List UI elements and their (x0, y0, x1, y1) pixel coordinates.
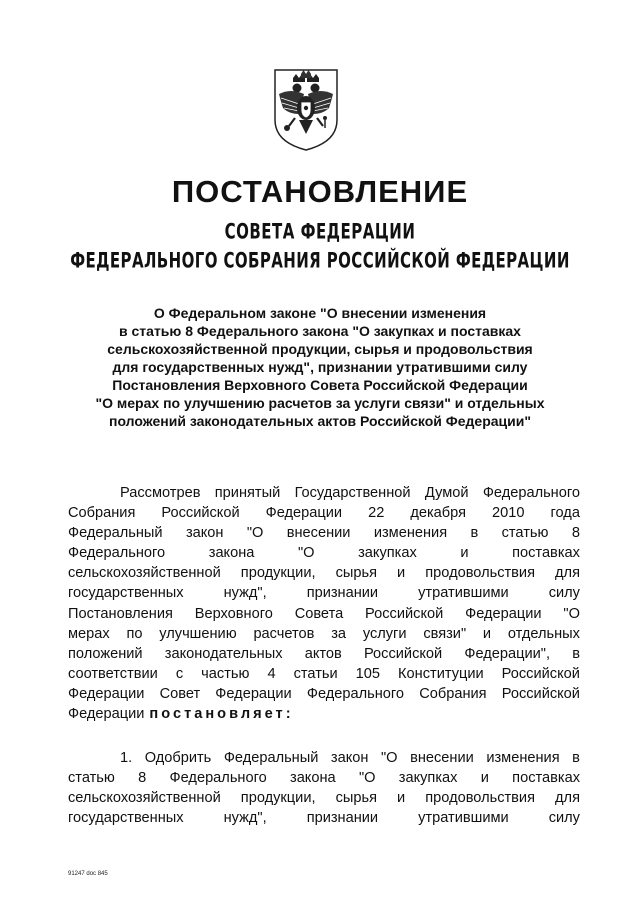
body-line (68, 684, 580, 704)
word: года (550, 505, 580, 522)
word: улучшению (159, 625, 237, 642)
word: "О (297, 545, 315, 562)
word: статью (68, 770, 115, 787)
word: законодательных (164, 645, 283, 662)
word: Федерального (482, 485, 580, 501)
body-line (68, 583, 580, 603)
body-line (68, 563, 580, 583)
word: продукции, (240, 790, 316, 807)
word: 1. (120, 750, 133, 767)
heading-line: положений законодательных актов Российской Федерации" (109, 413, 531, 429)
word: 4 (267, 665, 276, 682)
word: отдельных (507, 625, 580, 642)
word: закона (290, 770, 336, 787)
body-line (68, 788, 580, 808)
word: Федерации", (464, 645, 551, 662)
word: закон (185, 525, 224, 542)
body-line-text: Федерации (68, 706, 145, 723)
word: признании (306, 585, 379, 602)
body-line (68, 748, 580, 768)
word: государственных (68, 585, 184, 602)
word: Федерации (215, 685, 292, 702)
word: в (572, 645, 580, 662)
word: Верховного (194, 605, 273, 622)
word: изменения (373, 525, 448, 542)
word: актов (304, 645, 342, 662)
word: в (470, 525, 479, 542)
word: в (572, 750, 580, 767)
word: частью (201, 665, 250, 682)
word: сырья (335, 790, 377, 807)
body-line (68, 768, 580, 788)
word: мерах (68, 625, 110, 642)
word: статью (501, 525, 549, 542)
body-line (68, 664, 580, 684)
body-line (68, 624, 580, 644)
word: Федерального (306, 685, 405, 702)
word: Федерации (265, 505, 343, 522)
word: 105 (355, 665, 381, 682)
body-line (68, 523, 580, 543)
word: Конституции (398, 665, 484, 682)
word: принятый (214, 485, 281, 501)
word: "О (381, 750, 398, 767)
word: Собрания (419, 685, 487, 702)
word: 22 (368, 505, 385, 522)
word: закона (208, 545, 255, 562)
word: Российской (365, 605, 444, 622)
word: Российской (161, 505, 240, 522)
word: закон (330, 750, 369, 767)
body-line (68, 483, 580, 503)
word: утратившими (418, 585, 509, 602)
word: услуги (362, 625, 407, 642)
word: расчетов (253, 625, 315, 642)
word: и (460, 545, 469, 562)
body-line (68, 644, 580, 664)
word: продукции, (240, 565, 316, 582)
word: "О (563, 605, 580, 622)
word: изменения (486, 750, 560, 767)
word: закупках (398, 770, 458, 787)
paragraph-item-1 (68, 748, 580, 828)
word: закупках (358, 545, 417, 562)
word: сельскохозяйственной (68, 565, 221, 582)
word: Одобрить (144, 750, 212, 767)
heading-line: Постановления Верховного Совета Российской Федерации (112, 377, 528, 393)
word: силу (548, 585, 580, 602)
body-line (68, 543, 580, 563)
word: "О (246, 525, 264, 542)
document-subject-heading (60, 304, 580, 430)
word: 8 (138, 770, 147, 787)
word: Думой (424, 485, 469, 501)
word: положений (68, 645, 143, 662)
heading-line: О Федеральном законе "О внесении изменения (153, 305, 487, 321)
word: Российской (501, 665, 580, 682)
word: признании (306, 810, 379, 827)
word: силу (548, 810, 580, 827)
word: соответствии (68, 665, 158, 682)
issuer-line-2: ФЕДЕРАЛЬНОГО СОБРАНИЯ РОССИЙСКОЙ ФЕДЕРАЦИИ (70, 247, 570, 274)
word: сельскохозяйственной (68, 790, 221, 807)
word: Федерации (465, 605, 542, 622)
resolves-keyword: постановляет: (149, 706, 294, 723)
word: и (397, 790, 406, 807)
word: внесении (410, 750, 474, 767)
word: и (482, 625, 492, 642)
word: Совет (159, 685, 201, 702)
word: Российской (501, 685, 580, 702)
word: утратившими (418, 810, 509, 827)
heading-line: "О мерах по улучшению расчетов за услуги связи" и отдельных (95, 395, 545, 411)
word: для (555, 565, 580, 582)
word: Совета (294, 605, 344, 622)
issuer-line-1: СОВЕТА ФЕДЕРАЦИИ (224, 218, 416, 245)
heading-line: для государственных нужд", признании утратившими силу (112, 359, 528, 375)
word: декабря (410, 505, 466, 522)
word: и (397, 565, 406, 582)
document-code: 91247 doc 845 (68, 871, 108, 877)
word: "О (358, 770, 376, 787)
word: Российской (363, 645, 443, 662)
word: поставках (512, 770, 580, 787)
word: 2010 (492, 505, 525, 522)
paragraph-gap (68, 724, 580, 748)
word: 8 (571, 525, 580, 542)
word: Федеральный (223, 750, 319, 767)
word: продовольствия (425, 565, 535, 582)
body-line (68, 808, 580, 828)
heading-line: в статью 8 Федерального закона "О закупках и поставках (119, 323, 521, 339)
word: государственных (68, 810, 184, 827)
word: за (331, 625, 347, 642)
word: для (555, 790, 580, 807)
word: сырья (335, 565, 377, 582)
word: Государственной (294, 485, 411, 501)
word: и (480, 770, 489, 787)
word: нужд", (223, 585, 267, 602)
body-line-resolution (68, 704, 580, 724)
word: по (126, 625, 143, 642)
word: с (175, 665, 184, 682)
word: Постановления (68, 605, 173, 622)
word: Собрания (68, 505, 136, 522)
coat-of-arms-eagle-icon (273, 68, 339, 152)
word: Федерального (68, 545, 166, 562)
word: продовольствия (425, 790, 535, 807)
word: Федеральный (68, 525, 163, 542)
word: связи" (423, 625, 467, 642)
document-body (68, 483, 580, 829)
body-line (68, 604, 580, 624)
word: внесении (286, 525, 351, 542)
word: Федерации (68, 685, 145, 702)
word: Рассмотрев (120, 485, 201, 501)
body-line (68, 503, 580, 523)
word: нужд", (223, 810, 267, 827)
document-title: ПОСТАНОВЛЕНИЕ (171, 174, 469, 209)
word: Федерального (169, 770, 267, 787)
paragraph-preamble (68, 483, 580, 724)
heading-line: сельскохозяйственной продукции, сырья и продовольствия (107, 341, 533, 357)
word: статьи (293, 665, 338, 682)
word: поставках (512, 545, 580, 562)
